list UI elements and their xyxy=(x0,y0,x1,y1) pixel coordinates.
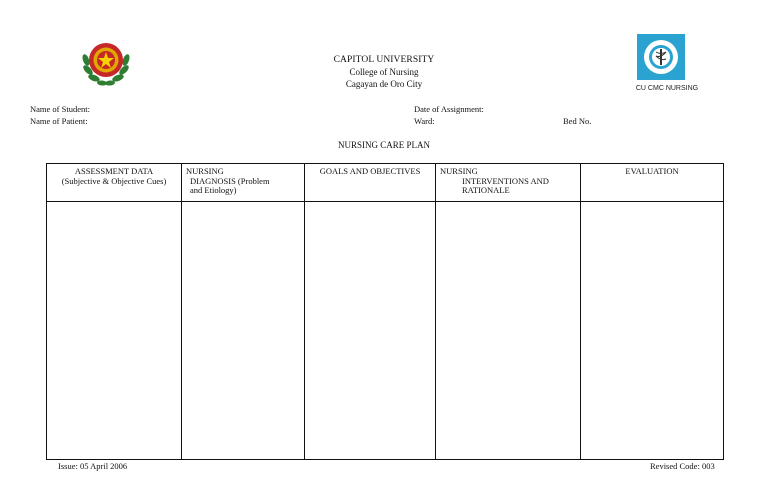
header-goals-objectives xyxy=(305,164,436,202)
header-evaluation xyxy=(581,164,724,202)
header-assessment-line2: (Subjective & Objective Cues) xyxy=(61,175,167,186)
header-goals-text: GOALS AND OBJECTIVES xyxy=(319,166,421,176)
care-plan-table xyxy=(46,163,724,460)
table-row xyxy=(47,202,724,460)
city-name: Cagayan de Oro City xyxy=(345,79,423,89)
nursing-interventions-cell[interactable] xyxy=(436,202,581,460)
header-nursing-interventions xyxy=(436,164,581,202)
header-nursing-diagnosis xyxy=(182,164,305,202)
assignment-date-label: Date of Assignment: xyxy=(414,104,484,114)
college-name: College of Nursing xyxy=(349,67,419,77)
ward-label: Ward: xyxy=(414,116,435,126)
issue-date: Issue: 05 April 2006 xyxy=(58,461,128,471)
evaluation-cell[interactable] xyxy=(581,202,724,460)
plan-title: NURSING CARE PLAN xyxy=(337,140,430,150)
header-evaluation-text: EVALUATION xyxy=(625,166,679,176)
patient-name-label: Name of Patient: xyxy=(30,116,88,126)
bed-number-label: Bed No. xyxy=(563,116,592,126)
header-interventions-line2: INTERVENTIONS AND xyxy=(462,175,549,186)
revised-code: Revised Code: 003 xyxy=(650,461,715,471)
badge-caption: CU CMC NURSING xyxy=(635,85,699,90)
student-name-label: Name of Student: xyxy=(30,104,90,114)
university-name: CAPITOL UNIVERSITY xyxy=(333,55,435,65)
header-interventions-line1: NURSING xyxy=(440,166,478,176)
assessment-data-cell[interactable] xyxy=(47,202,182,460)
header-assessment-line1: ASSESSMENT DATA xyxy=(74,166,154,176)
header-diagnosis-line2: DIAGNOSIS (Problem xyxy=(190,175,270,186)
header-diagnosis-line1: NURSING xyxy=(186,166,224,176)
university-seal-logo xyxy=(78,38,134,88)
nursing-badge-logo xyxy=(637,34,685,80)
header-interventions-line3: RATIONALE xyxy=(462,185,510,195)
document-header xyxy=(300,54,468,90)
nursing-diagnosis-cell[interactable] xyxy=(182,202,305,460)
goals-objectives-cell[interactable] xyxy=(305,202,436,460)
header-diagnosis-line3: and Etiology) xyxy=(190,185,237,195)
header-assessment-data xyxy=(47,164,182,202)
